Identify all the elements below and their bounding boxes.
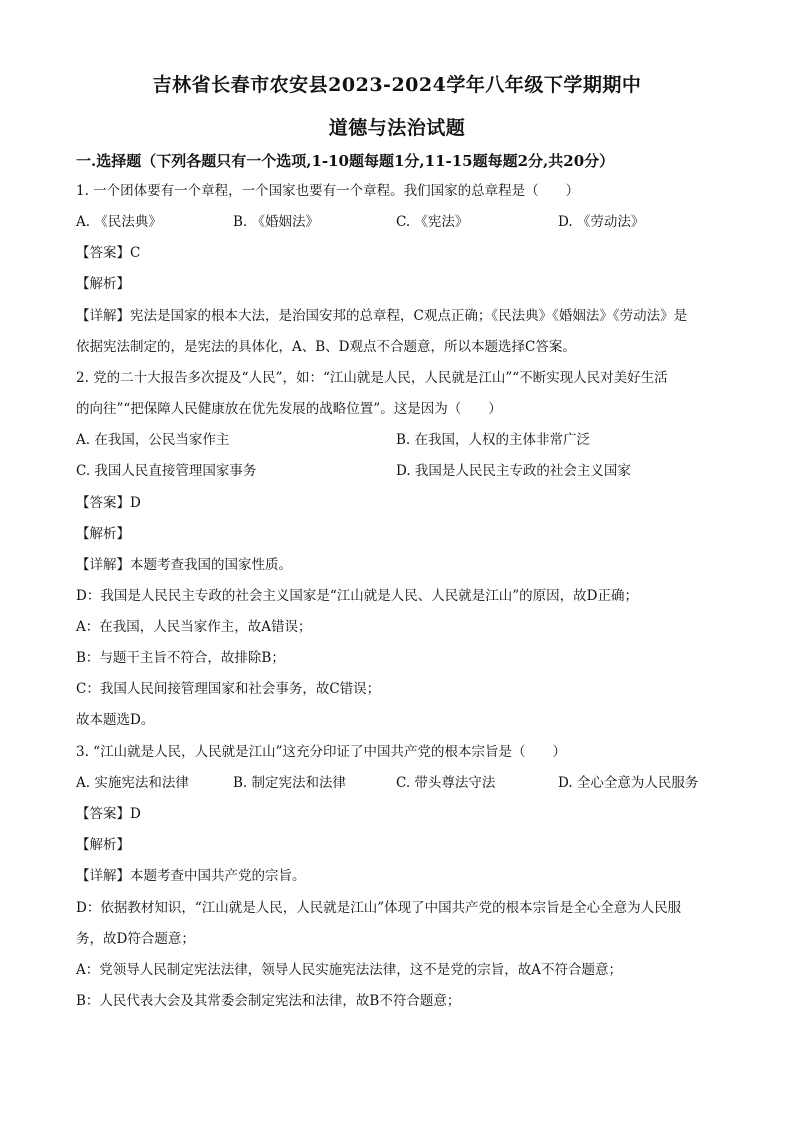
question-1-detail-line: 依据宪法制定的，是宪法的具体化，A、B、D观点不合题意，所以本题选择C答案。 [76, 339, 576, 355]
question-3-analysis-label: 【解析】 [76, 837, 130, 853]
question-1-option-b: B. 《婚姻法》 [233, 214, 320, 230]
question-1-option-a: A. 《民法典》 [76, 214, 162, 230]
document-subtitle: 道德与法治试题 [328, 117, 466, 139]
question-3-detail-line: B：人民代表大会及其常委会制定宪法和法律，故B不符合题意； [76, 993, 461, 1009]
question-3-detail-line: D：依据教材知识，“江山就是人民，人民就是江山”体现了中国共产党的根本宗旨是全心全意为人民服 [76, 900, 682, 916]
question-2-option-a: A. 在我国，公民当家作主 [76, 432, 230, 448]
question-3-option-c: C. 带头尊法守法 [396, 775, 496, 791]
question-1-stem: 1. 一个团体要有一个章程，一个国家也要有一个章程。我们国家的总章程是（ ） [76, 183, 580, 199]
question-2-detail-line: 故本题选D。 [76, 712, 155, 728]
question-2-option-d: D. 我国是人民民主专政的社会主义国家 [396, 463, 631, 479]
question-1-analysis-label: 【解析】 [76, 276, 130, 292]
question-1-detail-line: 【详解】宪法是国家的根本大法，是治国安邦的总章程，C观点正确；《民法典》《婚姻法》《劳动法》是 [76, 308, 688, 324]
question-2-answer: 【答案】D [76, 495, 141, 511]
question-3-answer: 【答案】D [76, 806, 141, 822]
question-3-stem: 3. “江山就是人民，人民就是江山”这充分印证了中国共产党的根本宗旨是（ ） [76, 744, 566, 760]
question-3-option-a: A. 实施宪法和法律 [76, 775, 189, 791]
question-3-detail-line: 务，故D符合题意； [76, 931, 195, 947]
question-3-detail-line: A：党领导人民制定宪法法律，领导人民实施宪法法律，这不是党的宗旨，故A不符合题意； [76, 962, 622, 978]
question-2-analysis-label: 【解析】 [76, 526, 130, 542]
question-2-detail-line: 【详解】本题考查我国的国家性质。 [76, 557, 292, 573]
question-3-option-b: B. 制定宪法和法律 [233, 775, 347, 791]
question-2-detail-line: A：在我国，人民当家作主，故A错误； [76, 619, 312, 635]
question-2-option-b: B. 在我国，人权的主体非常广泛 [396, 432, 591, 448]
question-2-stem-line: 的向往”“把保障人民健康放在优先发展的战略位置”。这是因为（ ） [76, 401, 502, 417]
question-2-detail-line: D：我国是人民民主专政的社会主义国家是“江山就是人民、人民就是江山”的原因，故D正确； [76, 588, 638, 604]
section-heading: 一.选择题（下列各题只有一个选项,1-10题每题1分,11-15题每题2分,共20分） [76, 152, 615, 170]
question-2-detail-line: B：与题干主旨不符合，故排除B； [76, 650, 285, 666]
question-1-option-d: D. 《劳动法》 [558, 214, 645, 230]
question-2-stem-line: 2. 党的二十大报告多次提及“人民”，如：“江山就是人民，人民就是江山”“不断实现人民对美好生活 [76, 370, 668, 386]
question-1-answer: 【答案】C [76, 245, 141, 261]
question-1-option-c: C. 《宪法》 [396, 214, 469, 230]
question-3-option-d: D. 全心全意为人民服务 [558, 775, 699, 791]
document-title: 吉林省长春市农安县2023-2024学年八年级下学期期中 [152, 74, 642, 96]
question-2-detail-line: C：我国人民间接管理国家和社会事务，故C错误； [76, 681, 381, 697]
question-3-detail-line: 【详解】本题考查中国共产党的宗旨。 [76, 868, 306, 884]
question-2-option-c: C. 我国人民直接管理国家事务 [76, 463, 257, 479]
